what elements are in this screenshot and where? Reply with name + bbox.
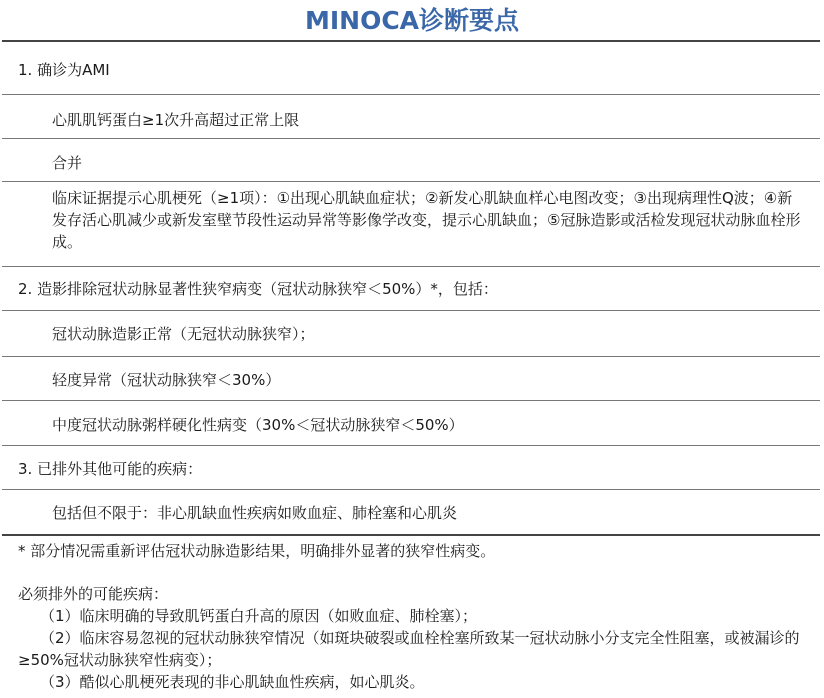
- criterion-heading-3: [2, 446, 820, 490]
- row-text: 1. 确诊为AMI: [18, 61, 110, 79]
- row-text: 3. 已排外其他可能的疾病：: [18, 460, 203, 478]
- row-text: 冠状动脉造影正常（无冠状动脉狭窄）；: [52, 325, 315, 343]
- criterion-item: [2, 490, 820, 534]
- notes-item: （1）临床明确的导致肌钙蛋白升高的原因（如败血症、肺栓塞）；: [40, 607, 478, 625]
- row-text: 合并: [52, 154, 83, 172]
- notes-item: （3）酷似心肌梗死表现的非心肌缺血性疾病，如心肌炎。: [40, 673, 425, 691]
- footnote: * 部分情况需重新评估冠状动脉造影结果，明确排外显著的狭窄性病变。: [18, 542, 496, 560]
- criterion-item: [2, 139, 820, 182]
- exclusion-notes: [18, 583, 804, 693]
- criterion-heading-1: [2, 42, 820, 95]
- criterion-item: [2, 401, 820, 446]
- row-text: 包括但不限于：非心肌缺血性疾病如败血症、肺栓塞和心肌炎: [52, 504, 458, 522]
- row-text: 中度冠状动脉粥样硬化性病变（30%＜冠状动脉狭窄＜50%）: [52, 416, 464, 434]
- criterion-item: [2, 357, 820, 401]
- page-title: MINOCA诊断要点: [304, 6, 520, 35]
- row-text: 轻度异常（冠状动脉狭窄＜30%）: [52, 371, 281, 389]
- criterion-item: [2, 311, 820, 357]
- criterion-heading-2: [2, 267, 820, 311]
- row-text: 2. 造影排除冠状动脉显著性狭窄病变（冠状动脉狭窄＜50%）*，包括：: [18, 280, 498, 298]
- row-text: 心肌肌钙蛋白≥1次升高超过正常上限: [52, 111, 300, 129]
- criterion-item: [2, 182, 820, 267]
- notes-item: （2）临床容易忽视的冠状动脉狭窄情况（如斑块破裂或血栓栓塞所致某一冠状动脉小分支完全性阻塞，或被漏诊的≥50%冠状动脉狭窄性病变）；: [18, 629, 800, 669]
- criteria-table: [2, 40, 820, 536]
- notes-heading: 必须排外的可能疾病：: [18, 585, 169, 603]
- criterion-item: [2, 95, 820, 139]
- row-text: 临床证据提示心肌梗死（≥1项）：①出现心肌缺血症状；②新发心肌缺血样心电图改变；③出现病理性Q波；④新发存活心肌减少或新发室壁节段性运动异常等影像学改变，提示心肌缺血；⑤冠脉造影或活检发现冠状动脉血栓形成。: [52, 189, 801, 251]
